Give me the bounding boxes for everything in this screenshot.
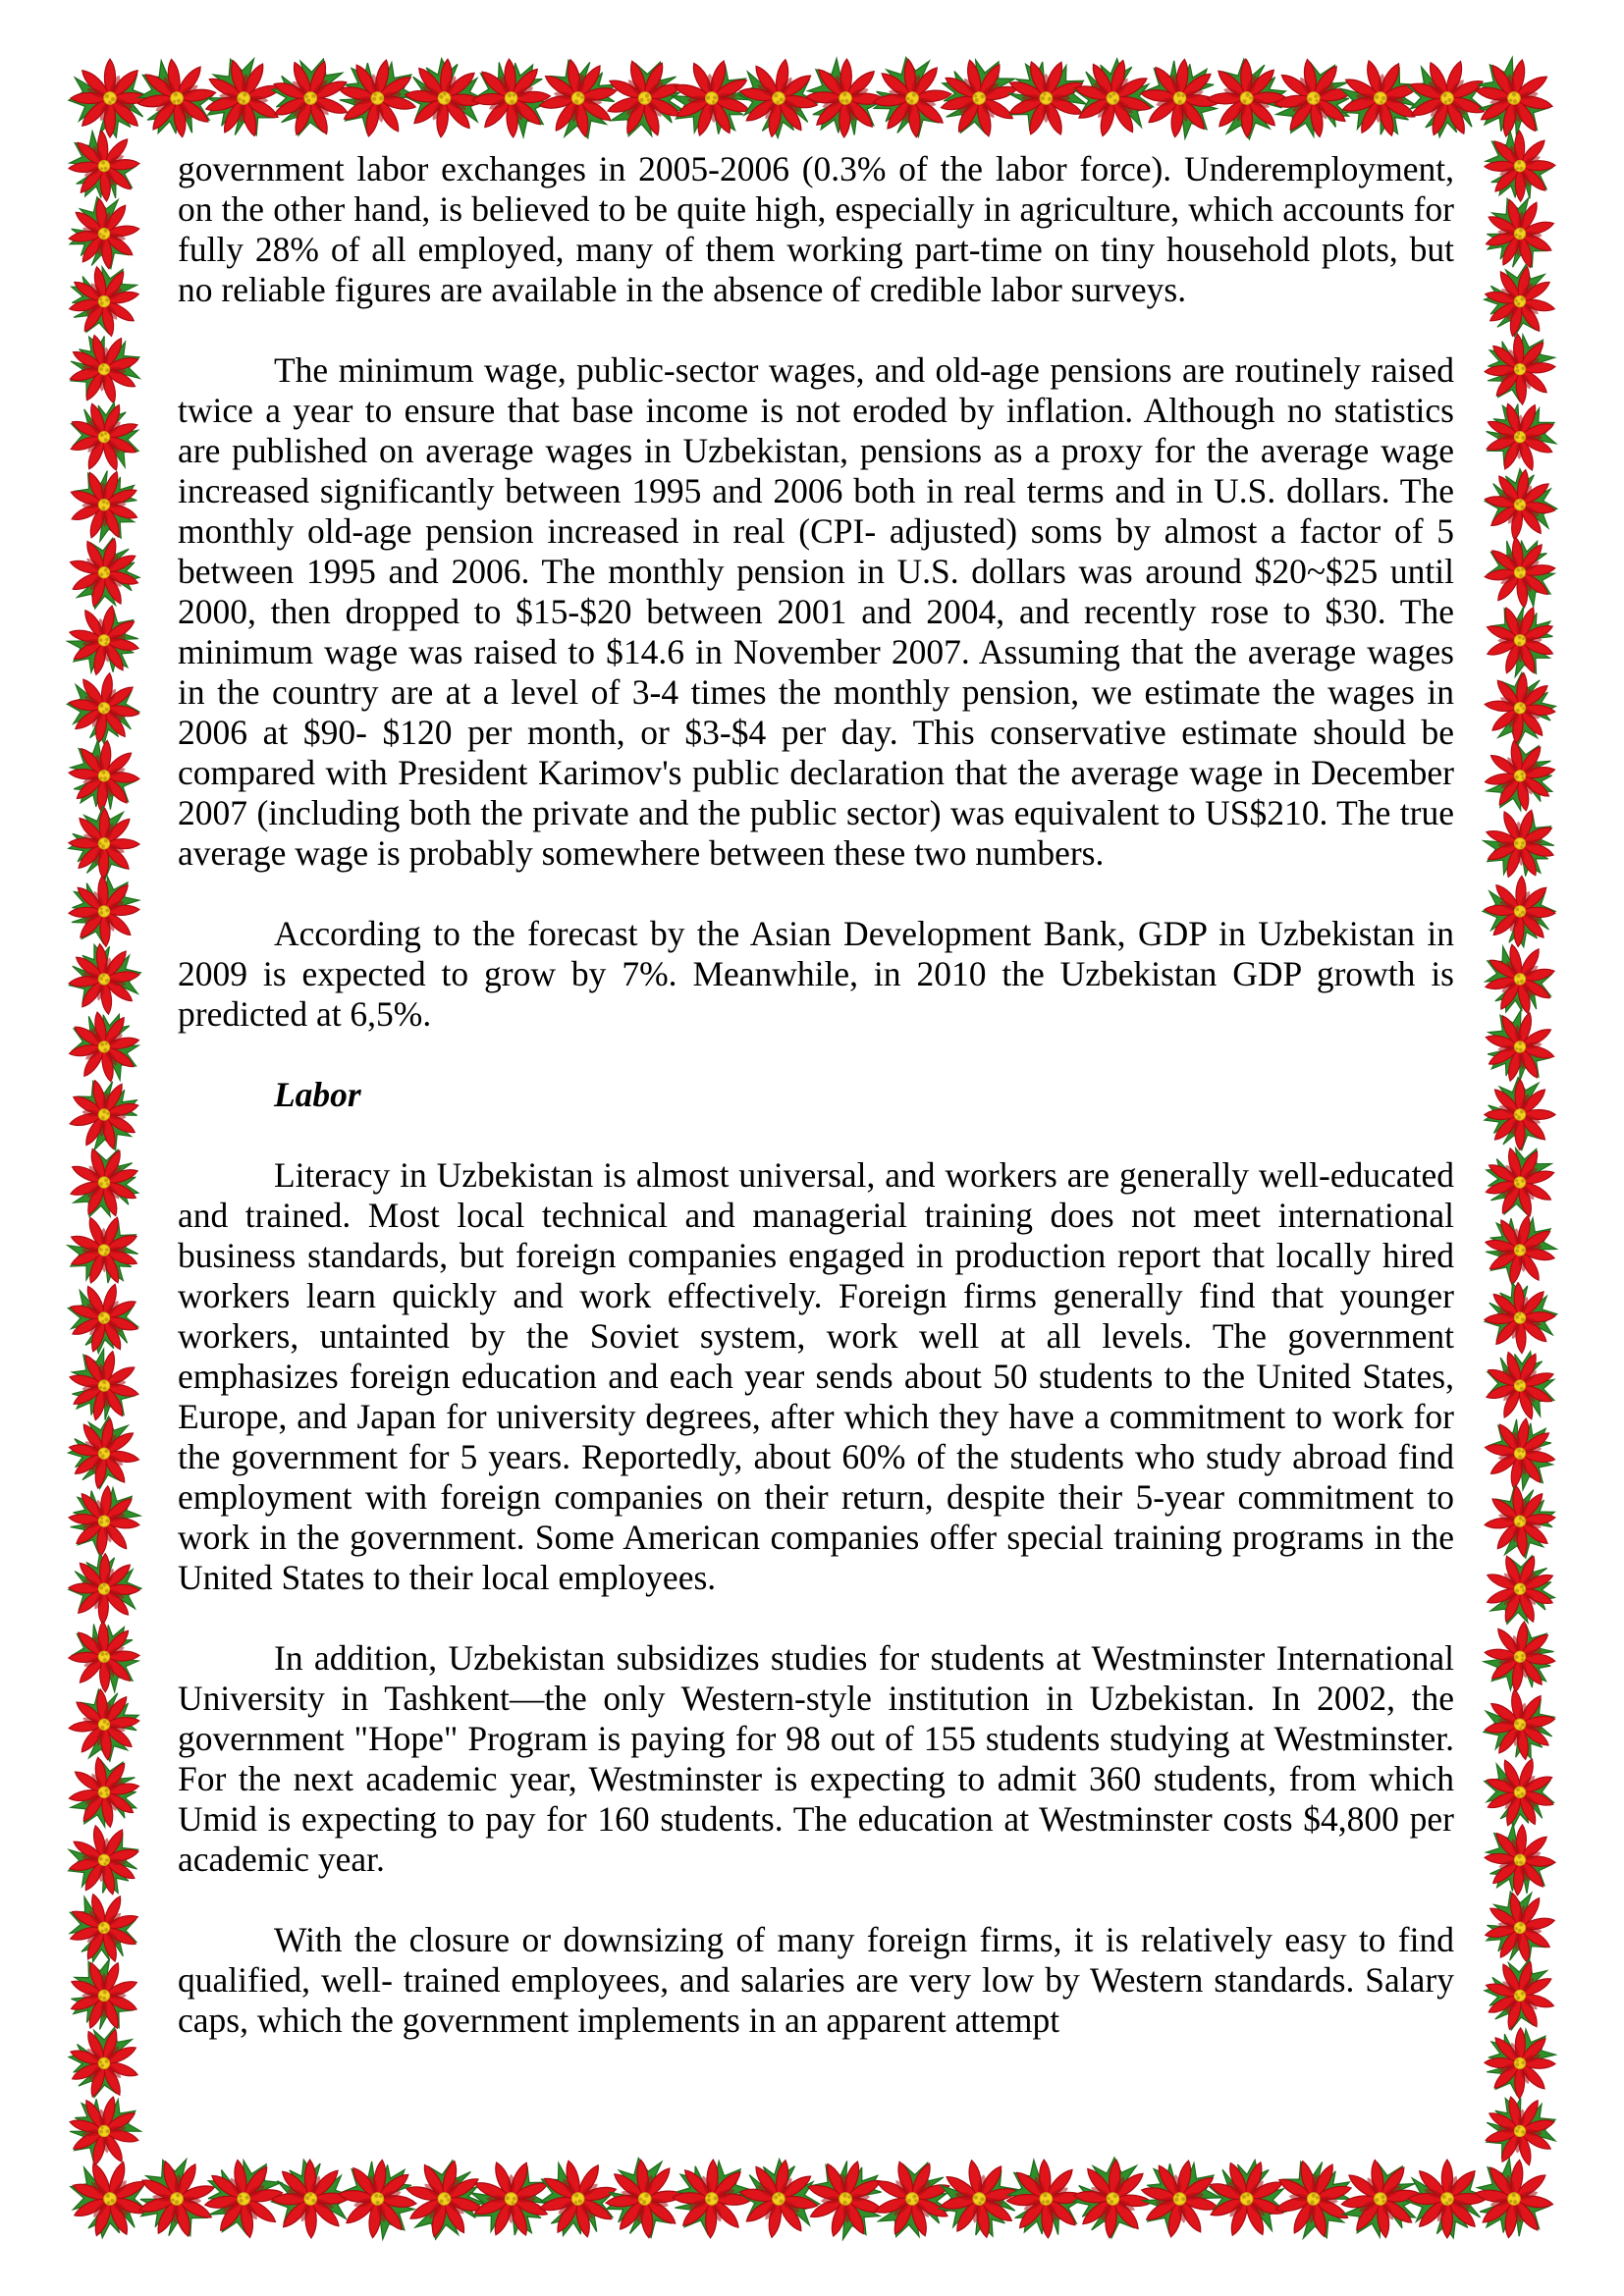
poinsettia-flower-icon <box>63 1411 145 1495</box>
poinsettia-flower-icon <box>1471 1404 1571 1504</box>
document-body <box>178 149 1454 2081</box>
paragraph-westminster: In addition, Uzbekistan subsidizes studies for students at Westminster International University in Tashkent—the only Western-style institution in Uzbekistan. In 2002, the government "Hope" Program is paying for 98 out of 155 students studying at Westminster. For the next academic year, Westminster is expecting to admit 360 students, from which Umid is expecting to pay for 160 students. The education at Westminster costs $4,800 per academic year. <box>178 1638 1454 1879</box>
poinsettia-flower-icon <box>1196 2148 1299 2250</box>
poinsettia-flower-icon <box>1478 1683 1560 1765</box>
poinsettia-flower-icon <box>57 390 153 485</box>
poinsettia-flower-icon <box>61 1071 148 1159</box>
poinsettia-flower-icon <box>55 251 154 350</box>
poinsettia-flower-icon <box>64 191 144 273</box>
poinsettia-flower-icon <box>55 997 155 1096</box>
poinsettia-flower-icon <box>271 2159 352 2238</box>
poinsettia-flower-icon <box>57 458 151 554</box>
poinsettia-flower-icon <box>1070 2155 1156 2242</box>
poinsettia-flower-icon <box>995 46 1099 149</box>
paragraph-gdp-forecast: According to the forecast by the Asian Development Bank, GDP in Uzbekistan in 2009 is expected to grow by 7%. Meanwhile, in 2010 the Uzbekistan GDP growth is predicted at 6,5%. <box>178 914 1454 1034</box>
poinsettia-flower-icon <box>1485 1077 1555 1149</box>
poinsettia-flower-icon <box>1395 47 1497 148</box>
poinsettia-flower-icon <box>1473 1746 1565 1838</box>
poinsettia-flower-icon <box>1207 58 1286 139</box>
poinsettia-flower-icon <box>1478 1884 1562 1969</box>
poinsettia-flower-icon <box>869 53 955 141</box>
poinsettia-flower-icon <box>1459 42 1569 152</box>
poinsettia-flower-icon <box>56 2082 154 2180</box>
poinsettia-flower-icon <box>733 2154 827 2245</box>
poinsettia-flower-icon <box>1481 1482 1559 1562</box>
poinsettia-flower-icon <box>59 2016 149 2109</box>
poinsettia-flower-icon <box>1406 2160 1487 2238</box>
poinsettia-flower-icon <box>1470 318 1571 419</box>
poinsettia-flower-icon <box>1480 464 1562 546</box>
poinsettia-flower-icon <box>1469 1607 1570 1708</box>
poinsettia-flower-icon <box>58 2148 160 2249</box>
paragraph-continuation: government labor exchanges in 2005-2006 (0.3% of the labor force). Underemployment, on the other hand, is believed to be quite high, especially in agriculture, which accounts for fully 28% of all employed, many of them working part-time on tiny household plots, but no reliable figures are available in the absence of credible labor surveys. <box>178 149 1454 309</box>
poinsettia-flower-icon <box>68 806 139 880</box>
poinsettia-flower-icon <box>1481 669 1559 749</box>
poinsettia-flower-icon <box>1469 115 1570 216</box>
poinsettia-flower-icon <box>1476 1949 1565 2040</box>
poinsettia-flower-icon <box>1470 523 1571 624</box>
poinsettia-flower-icon <box>54 1743 154 1843</box>
poinsettia-flower-icon <box>1475 391 1567 482</box>
section-heading-labor: Labor <box>274 1075 361 1114</box>
paragraph-literacy: Literacy in Uzbekistan is almost universal, and workers are generally well-educated and trained. Most local technical and managerial training does not meet international business standards, but foreign companies engaged in production report that locally hired workers learn quickly and work effectively. Foreign firms generally find that younger workers, untainted by the Soviet system, work well at all levels. The government emphasizes foreign education and each year sends about 50 students to the United States, Europe, and Japan for university degrees, after which they have a commitment to work for the government for 5 years. Reportedly, about 60% of the students who study abroad find employment with foreign companies on their return, despite their 5-year commitment to work in the government. Some American companies offer special training programs in the United States to their local employees. <box>178 1155 1454 1597</box>
poinsettia-flower-icon <box>65 939 145 1019</box>
poinsettia-flower-icon <box>1469 1808 1570 1909</box>
poinsettia-flower-icon <box>59 1817 146 1903</box>
poinsettia-flower-icon <box>1481 874 1557 948</box>
poinsettia-flower-icon <box>56 1203 150 1297</box>
poinsettia-flower-icon <box>1474 594 1567 688</box>
poinsettia-flower-icon <box>54 1335 152 1434</box>
poinsettia-flower-icon <box>1473 1542 1566 1636</box>
paragraph-wages: The minimum wage, public-sector wages, and old-age pensions are routinely raised twice a year to ensure that base income is not eroded by inflation. Although no statistics are published on average wages in Uzbekistan, pensions as a proxy for the average wage increased significantly between 1995 and 2006 both in real terms and in U.S. dollars. The monthly old-age pension increased in real (CPI- adjusted) soms by almost a factor of 5 between 1995 and 2006. The monthly pension in U.S. dollars was around $20~$25 until 2000, then dropped to $15-$20 between 2001 and 2004, and recently rose to $30. The minimum wage was raised to $14.6 in November 2007. Assuming that the average wages in the country are at a level of 3-4 times the monthly pension, we estimate the wages in 2006 at $90- $120 per month, or $3-$4 per day. This conservative estimate should be compared with President Karimov's public declaration that the average wage in December 2007 (including both the private and the public sector) was equivalent to US$210. The true average wage is probably somewhere between these two numbers. <box>178 350 1454 873</box>
poinsettia-flower-icon <box>57 1948 150 2042</box>
poinsettia-flower-icon <box>1471 796 1567 891</box>
poinsettia-flower-icon <box>56 1135 151 1231</box>
poinsettia-flower-icon <box>54 592 153 690</box>
poinsettia-flower-icon <box>65 1685 143 1765</box>
poinsettia-flower-icon <box>55 1879 152 1975</box>
paragraph-employees: With the closure or downsizing of many foreign firms, it is relatively easy to find qualified, well- trained employees, and salaries are very low by Western standards. Salary caps, which the government implements in an apparent attempt <box>178 1920 1454 2040</box>
poinsettia-flower-icon <box>1478 257 1562 343</box>
poinsettia-flower-icon <box>59 528 148 618</box>
poinsettia-flower-icon <box>1471 1201 1570 1299</box>
poinsettia-flower-icon <box>60 325 149 413</box>
poinsettia-flower-icon <box>68 1552 143 1626</box>
poinsettia-flower-icon <box>62 667 144 749</box>
poinsettia-flower-icon <box>260 45 362 148</box>
poinsettia-flower-icon <box>1475 187 1564 278</box>
poinsettia-flower-icon <box>1483 1281 1559 1356</box>
